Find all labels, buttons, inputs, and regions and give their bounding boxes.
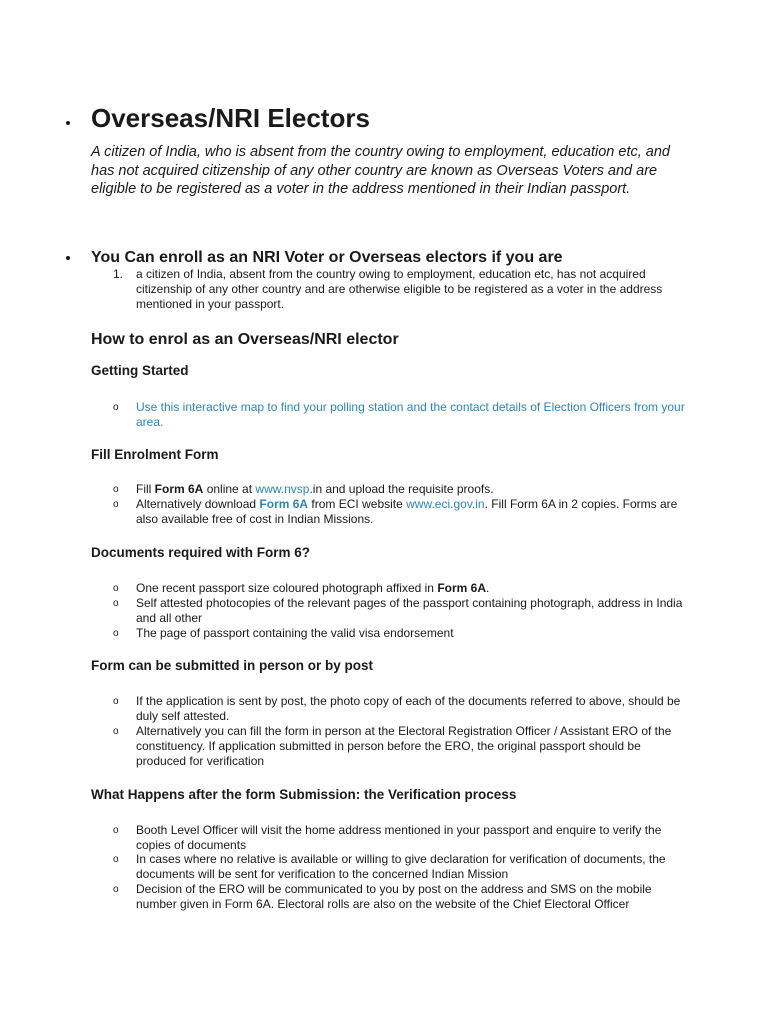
fill-form-heading: Fill Enrolment Form bbox=[91, 447, 219, 462]
sub-bullet-marker: o bbox=[113, 499, 119, 510]
list-item bbox=[136, 497, 686, 527]
page-title: Overseas/NRI Electors bbox=[91, 103, 370, 133]
list-item bbox=[136, 581, 686, 596]
list-item: Decision of the ERO will be communicated to you by post on the address and SMS on the mobile number given in Form 6A. Electoral rolls are also on the website of the Chief Electoral Officer bbox=[136, 882, 652, 911]
sub-bullet-marker: o bbox=[113, 583, 119, 594]
sub-bullet-marker: o bbox=[113, 726, 119, 737]
list-item: The page of passport containing the valid visa endorsement bbox=[136, 626, 454, 640]
sub-bullet-marker: o bbox=[113, 696, 119, 707]
polling-station-map-link[interactable]: Use this interactive map to find your polling station and the contact details of Election Officers from your area. bbox=[136, 400, 685, 429]
list-item: Self attested photocopies of the relevant pages of the passport containing photograph, address in India and all other bbox=[136, 596, 683, 625]
form-6a-label: Form 6A bbox=[154, 482, 204, 496]
enroll-heading: You Can enroll as an NRI Voter or Overseas electors if you are bbox=[91, 249, 563, 266]
text-span: . Fill Form 6A in 2 copies. Forms are also available free of cost in Indian Missions. bbox=[136, 497, 678, 526]
text-span: One recent passport size coloured photograph affixed in bbox=[136, 581, 438, 595]
getting-started-heading: Getting Started bbox=[91, 363, 189, 378]
eci-link[interactable]: www.eci.gov.in bbox=[406, 497, 485, 511]
sub-bullet-marker: o bbox=[113, 854, 119, 865]
list-item: If the application is sent by post, the photo copy of each of the documents referred to above, should be duly self attested. bbox=[136, 694, 681, 723]
list-item: Booth Level Officer will visit the home address mentioned in your passport and enquire to verify the copies of documents bbox=[136, 823, 662, 852]
list-item bbox=[136, 482, 686, 497]
form-6a-label: Form 6A bbox=[437, 581, 486, 595]
text-span: Alternatively download bbox=[136, 497, 260, 511]
verification-heading: What Happens after the form Submission: the Verification process bbox=[91, 787, 517, 802]
list-item bbox=[136, 400, 686, 430]
text-span: Fill bbox=[136, 482, 155, 496]
sub-bullet-marker: o bbox=[113, 484, 119, 495]
text-span: .in and upload the requisite proofs. bbox=[309, 482, 494, 496]
text-span: from ECI website bbox=[308, 497, 407, 511]
sub-bullet-marker: o bbox=[113, 825, 119, 836]
form-6a-download-link[interactable]: Form 6A bbox=[259, 497, 309, 511]
documents-heading: Documents required with Form 6? bbox=[91, 545, 311, 560]
text-span: online at bbox=[203, 482, 256, 496]
how-to-heading: How to enrol as an Overseas/NRI elector bbox=[91, 331, 399, 348]
eligibility-item: a citizen of India, absent from the country owing to employment, education etc, has not acquired citizenship of any other country and are otherwise eligible to be registered as a voter in the address mentioned in your passport. bbox=[136, 267, 663, 311]
bullet-dot-1 bbox=[66, 121, 70, 125]
text-span: . bbox=[486, 581, 490, 595]
sub-bullet-marker: o bbox=[113, 402, 119, 413]
intro-paragraph: A citizen of India, who is absent from the country owing to employment, education etc, and has not acquired citizenship of any other country are known as Overseas Voters and are eligible to be registered as a voter in the address mentioned in their Indian passport. bbox=[91, 144, 670, 197]
list-item: In cases where no relative is available or willing to give declaration for verification of documents, the documents will be sent for verification to the concerned Indian Mission bbox=[136, 852, 666, 881]
sub-bullet-marker: o bbox=[113, 628, 119, 639]
sub-bullet-marker: o bbox=[113, 884, 119, 895]
bullet-dot-2 bbox=[66, 256, 70, 260]
nvsp-link[interactable]: www.nvsp bbox=[255, 482, 310, 496]
list-item: Alternatively you can fill the form in person at the Electoral Registration Officer / Assistant ERO of the constituency. If application submitted in person before the ERO, the original passport should be produced for verification bbox=[136, 724, 672, 768]
sub-bullet-marker: o bbox=[113, 598, 119, 609]
list-number: 1. bbox=[113, 267, 124, 281]
submission-heading: Form can be submitted in person or by post bbox=[91, 658, 374, 673]
